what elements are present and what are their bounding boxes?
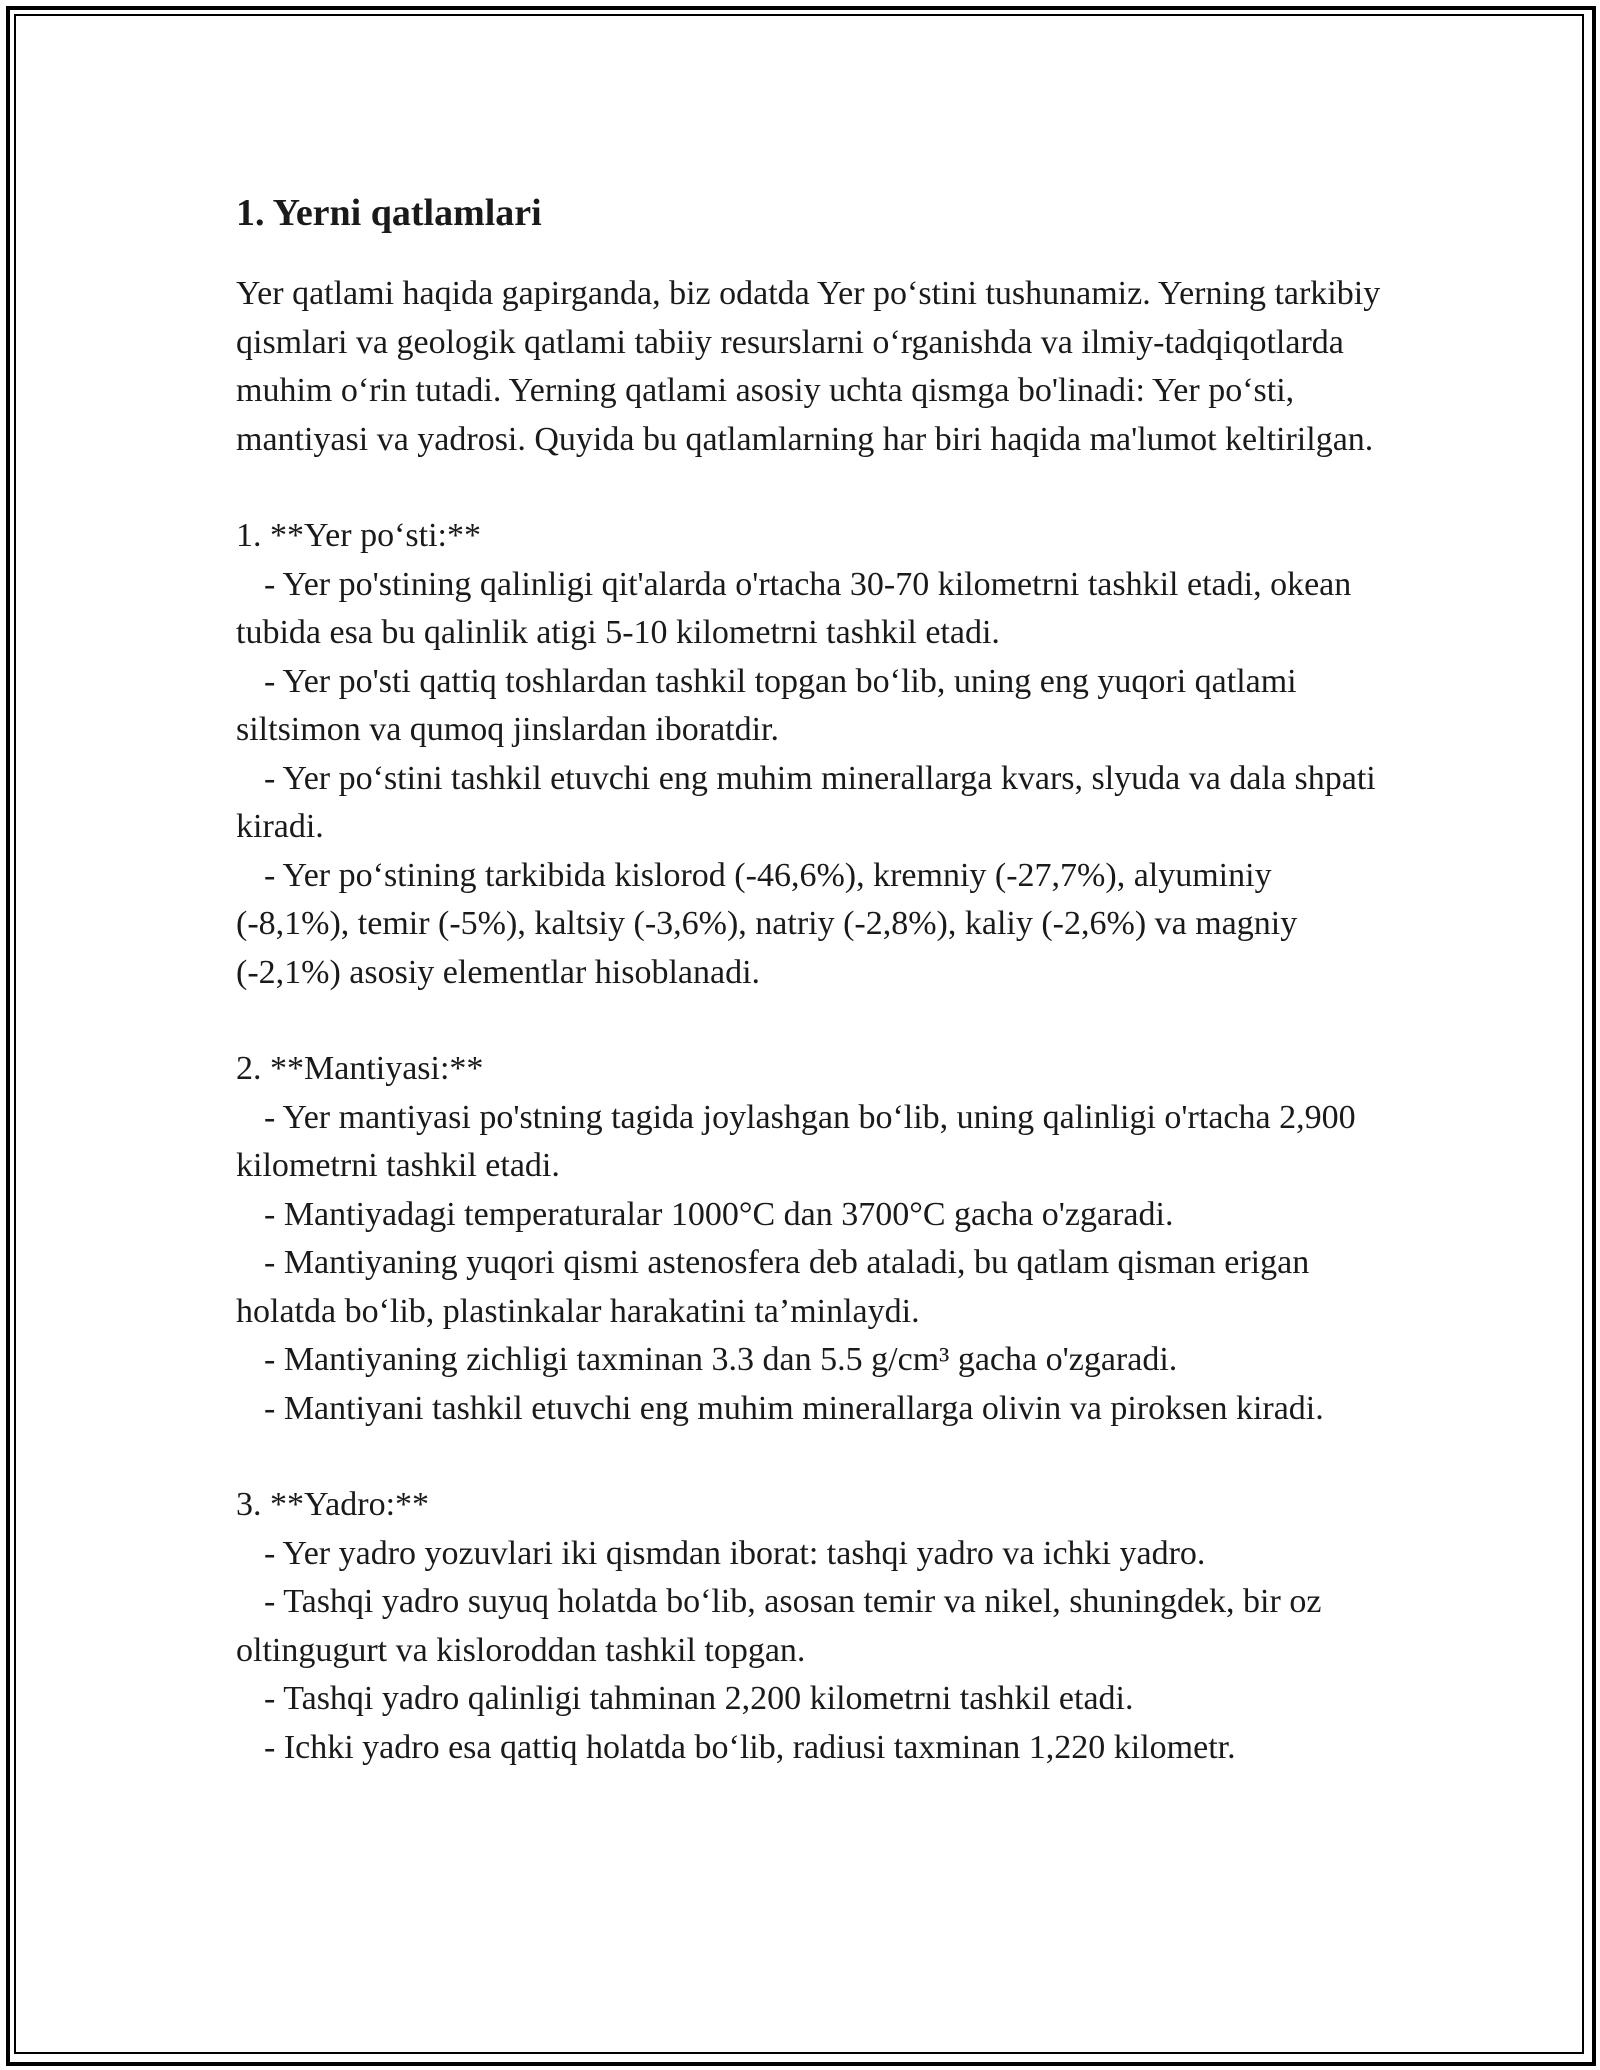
list-item: - Tashqi yadro suyuq holatda bo‘lib, asosan temir va nikel, shuningdek, bir oz oltingugurt va kisloroddan tashkil topgan. (236, 1583, 1322, 1669)
list-item: - Yer po'sti qattiq toshlardan tashkil topgan bo‘lib, uning eng yuqori qatlami siltsimon va qumoq jinslardan iboratdir. (236, 662, 1297, 748)
section-crust (236, 512, 1386, 997)
list-item: - Yer po‘stini tashkil etuvchi eng muhim minerallarga kvars, slyuda va dala shpati kiradi. (236, 759, 1376, 845)
section-title: 2. **Mantiyasi:** (236, 1050, 484, 1087)
list-item: - Yer po'stining qalinligi qit'alarda o'rtacha 30-70 kilometrni tashkil etadi, okean tubida esa bu qalinlik atigi 5-10 kilometrni tashkil etadi. (236, 565, 1352, 651)
list-item: - Mantiyadagi temperaturalar 1000°C dan 3700°C gacha o'zgaradi. (264, 1195, 1174, 1233)
list-item: - Mantiyaning zichligi taxminan 3.3 dan 5.5 g/cm³ gacha o'zgaradi. (264, 1341, 1178, 1378)
section-title: 1. **Yer po‘sti:** (236, 517, 481, 554)
list-item: - Mantiyani tashkil etuvchi eng muhim minerallarga olivin va piroksen kiradi. (264, 1389, 1324, 1427)
document-heading: 1. Yerni qatlamlari (236, 192, 542, 234)
section-mantle (236, 1045, 1386, 1433)
list-item: - Ichki yadro esa qattiq holatda bo‘lib, radiusi taxminan 1,220 kilometr. (264, 1728, 1236, 1766)
intro-paragraph: Yer qatlami haqida gapirganda, biz odatda Yer po‘stini tushunamiz. Yerning tarkibiy qismlari va geologik qatlami tabiiy resurslarni o‘rganishda va ilmiy-tadqiqotlarda muhim o‘rin tutadi. Yerning qatlami asosiy uchta qismga bo'linadi: Yer po‘sti, mantiyasi va yadrosi. Quyida bu qatlamlarning har biri haqida ma'lumot keltirilgan. (236, 275, 1381, 458)
list-item: - Yer yadro yozuvlari iki qismdan iborat: tashqi yadro va ichki yadro. (264, 1534, 1206, 1572)
document-body (236, 188, 1386, 1772)
list-item: - Yer po‘stining tarkibida kislorod (-46,6%), kremniy (-27,7%), alyuminiy (-8,1%), temir (-5%), kaltsiy (-3,6%), natriy (-2,8%), kaliy (-2,6%) va magniy (-2,1%) asosiy elementlar hisoblanadi. (236, 856, 1298, 991)
list-item: - Tashqi yadro qalinligi tahminan 2,200 kilometrni tashkil etadi. (264, 1680, 1134, 1717)
list-item: - Yer mantiyasi po'stning tagida joylashgan bo‘lib, uning qalinligi o'rtacha 2,900 kilometrni tashkil etadi. (236, 1098, 1356, 1184)
list-item: - Mantiyaning yuqori qismi astenosfera deb ataladi, bu qatlam qisman erigan holatda bo‘lib, plastinkalar harakatini ta’minlaydi. (236, 1244, 1310, 1330)
section-title: 3. **Yadro:** (236, 1486, 430, 1523)
section-core (236, 1481, 1386, 1772)
